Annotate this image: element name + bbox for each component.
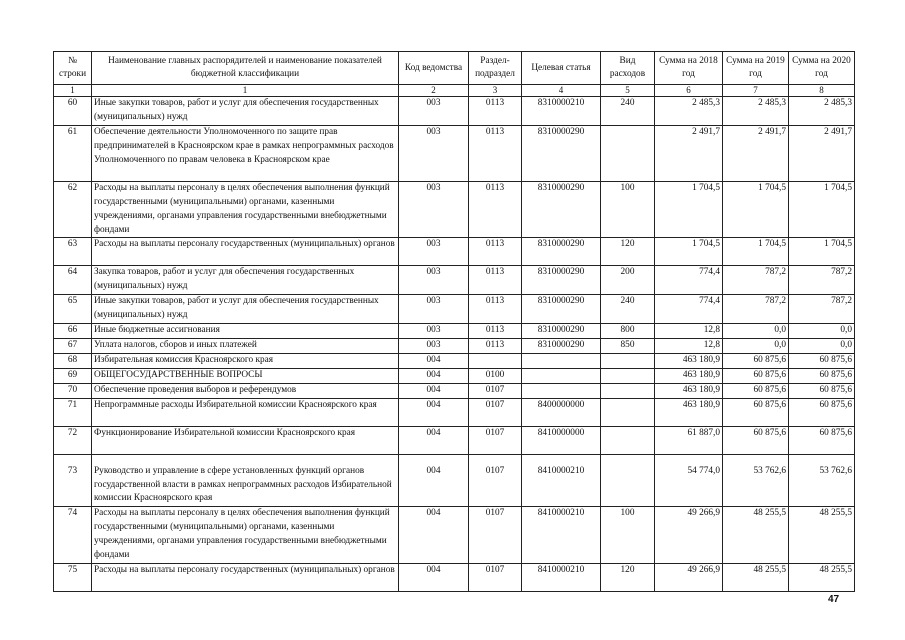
- row-number: 65: [54, 295, 92, 324]
- table-header-row: [54, 52, 855, 85]
- column-number: 8: [789, 85, 855, 97]
- table-row: [54, 97, 855, 126]
- row-name: Расходы на выплаты персоналу государственных (муниципальных) органов: [92, 563, 399, 591]
- row-department-code: 004: [399, 563, 469, 591]
- header-name: Наименование главных распорядителей и наименование показателей бюджетной классификации: [92, 52, 399, 85]
- row-name: Иные бюджетные ассигнования: [92, 324, 399, 339]
- row-expense-type: 120: [601, 563, 655, 591]
- row-name: Непрограммные расходы Избирательной комиссии Красноярского края: [92, 398, 399, 426]
- row-sum-2019: 60 875,6: [723, 398, 789, 426]
- budget-table: [53, 51, 855, 592]
- row-target-article: [522, 368, 601, 383]
- row-sum-2019: 787,2: [723, 295, 789, 324]
- row-number: 67: [54, 338, 92, 353]
- row-number: 68: [54, 353, 92, 368]
- row-department-code: 004: [399, 426, 469, 454]
- row-target-article: 8410000210: [522, 454, 601, 507]
- row-number: 66: [54, 324, 92, 339]
- table-body: [54, 97, 855, 592]
- row-sum-2019: 1 704,5: [723, 181, 789, 238]
- row-expense-type: 100: [601, 507, 655, 564]
- row-target-article: 8410000000: [522, 426, 601, 454]
- row-target-article: 8310000210: [522, 97, 601, 126]
- row-sum-2019: 0,0: [723, 324, 789, 339]
- row-section: 0107: [469, 454, 522, 507]
- row-sum-2019: 48 255,5: [723, 507, 789, 564]
- row-department-code: 004: [399, 507, 469, 564]
- row-sum-2018: 1 704,5: [655, 238, 723, 266]
- row-sum-2020: 53 762,6: [789, 454, 855, 507]
- table-row: [54, 454, 855, 507]
- row-target-article: [522, 383, 601, 398]
- row-sum-2018: 774,4: [655, 266, 723, 295]
- row-name: Уплата налогов, сборов и иных платежей: [92, 338, 399, 353]
- row-sum-2018: 2 491,7: [655, 125, 723, 181]
- row-sum-2020: 2 491,7: [789, 125, 855, 181]
- row-sum-2020: 0,0: [789, 324, 855, 339]
- table-row: [54, 338, 855, 353]
- row-section: 0113: [469, 97, 522, 126]
- row-sum-2018: 774,4: [655, 295, 723, 324]
- row-sum-2018: 463 180,9: [655, 368, 723, 383]
- row-sum-2019: 60 875,6: [723, 426, 789, 454]
- row-sum-2019: 60 875,6: [723, 383, 789, 398]
- row-expense-type: 120: [601, 238, 655, 266]
- row-number: 72: [54, 426, 92, 454]
- row-expense-type: 850: [601, 338, 655, 353]
- row-target-article: 8310000290: [522, 266, 601, 295]
- row-number: 61: [54, 125, 92, 181]
- row-sum-2018: 12,8: [655, 324, 723, 339]
- row-sum-2019: 48 255,5: [723, 563, 789, 591]
- row-department-code: 003: [399, 324, 469, 339]
- row-sum-2019: 0,0: [723, 338, 789, 353]
- row-target-article: 8410000210: [522, 507, 601, 564]
- row-department-code: 003: [399, 266, 469, 295]
- row-expense-type: [601, 353, 655, 368]
- row-sum-2018: 49 266,9: [655, 563, 723, 591]
- column-number: 4: [522, 85, 601, 97]
- row-number: 69: [54, 368, 92, 383]
- row-name: Обеспечение проведения выборов и референдумов: [92, 383, 399, 398]
- header-expense-type: Вид расходов: [601, 52, 655, 85]
- row-sum-2020: 2 485,3: [789, 97, 855, 126]
- table-row: [54, 295, 855, 324]
- row-expense-type: [601, 398, 655, 426]
- row-name: Обеспечение деятельности Уполномоченного по защите прав предпринимателей в Красноярском крае в рамках непрограммных расходов Уполномоченного по правам человека в Красноярском крае: [92, 125, 399, 181]
- row-sum-2018: 49 266,9: [655, 507, 723, 564]
- row-sum-2020: 787,2: [789, 295, 855, 324]
- table-row: [54, 383, 855, 398]
- row-name: Расходы на выплаты персоналу государственных (муниципальных) органов: [92, 238, 399, 266]
- row-target-article: 8310000290: [522, 181, 601, 238]
- row-name: Функционирование Избирательной комиссии Красноярского края: [92, 426, 399, 454]
- row-sum-2019: 53 762,6: [723, 454, 789, 507]
- row-section: 0113: [469, 338, 522, 353]
- row-number: 60: [54, 97, 92, 126]
- row-number: 73: [54, 454, 92, 507]
- row-name: Иные закупки товаров, работ и услуг для обеспечения государственных (муниципальных) нужд: [92, 97, 399, 126]
- row-sum-2019: 60 875,6: [723, 353, 789, 368]
- row-target-article: 8310000290: [522, 125, 601, 181]
- row-sum-2020: 60 875,6: [789, 426, 855, 454]
- row-name: Расходы на выплаты персоналу в целях обеспечения выполнения функций государственными (муниципальными) органами, казенными учреждениями, органами управления государственными внебюджетными фондами: [92, 181, 399, 238]
- row-number: 75: [54, 563, 92, 591]
- row-number: 70: [54, 383, 92, 398]
- row-sum-2019: 60 875,6: [723, 368, 789, 383]
- column-number: 1: [92, 85, 399, 97]
- row-department-code: 004: [399, 383, 469, 398]
- header-sum-2019: Сумма на 2019 год: [723, 52, 789, 85]
- row-sum-2020: 48 255,5: [789, 507, 855, 564]
- row-target-article: 8310000290: [522, 324, 601, 339]
- table-row: [54, 238, 855, 266]
- column-number-row: [54, 85, 855, 97]
- row-department-code: 003: [399, 125, 469, 181]
- row-section: 0113: [469, 125, 522, 181]
- row-department-code: 004: [399, 454, 469, 507]
- row-sum-2020: 60 875,6: [789, 383, 855, 398]
- table-row: [54, 426, 855, 454]
- header-sum-2018: Сумма на 2018 год: [655, 52, 723, 85]
- table-row: [54, 353, 855, 368]
- row-name: Закупка товаров, работ и услуг для обеспечения государственных (муниципальных) нужд: [92, 266, 399, 295]
- row-target-article: 8310000290: [522, 295, 601, 324]
- table-row: [54, 125, 855, 181]
- row-department-code: 003: [399, 295, 469, 324]
- column-number: 3: [469, 85, 522, 97]
- row-sum-2020: 60 875,6: [789, 353, 855, 368]
- row-number: 74: [54, 507, 92, 564]
- row-sum-2019: 2 485,3: [723, 97, 789, 126]
- header-row-number: № строки: [54, 52, 92, 85]
- row-number: 71: [54, 398, 92, 426]
- row-sum-2020: 787,2: [789, 266, 855, 295]
- row-sum-2018: 463 180,9: [655, 383, 723, 398]
- row-section: 0113: [469, 238, 522, 266]
- row-expense-type: [601, 368, 655, 383]
- row-name: ОБЩЕГОСУДАРСТВЕННЫЕ ВОПРОСЫ: [92, 368, 399, 383]
- row-sum-2020: 0,0: [789, 338, 855, 353]
- row-section: 0107: [469, 398, 522, 426]
- row-target-article: 8400000000: [522, 398, 601, 426]
- row-expense-type: 100: [601, 181, 655, 238]
- row-sum-2020: 60 875,6: [789, 398, 855, 426]
- header-section: Раздел-подраздел: [469, 52, 522, 85]
- row-department-code: 004: [399, 398, 469, 426]
- row-department-code: 003: [399, 238, 469, 266]
- row-target-article: 8310000290: [522, 338, 601, 353]
- row-sum-2020: 48 255,5: [789, 563, 855, 591]
- table-row: [54, 181, 855, 238]
- row-sum-2020: 60 875,6: [789, 368, 855, 383]
- row-expense-type: 200: [601, 266, 655, 295]
- table-row: [54, 368, 855, 383]
- row-expense-type: 800: [601, 324, 655, 339]
- table-row: [54, 563, 855, 591]
- row-target-article: [522, 353, 601, 368]
- row-section: [469, 353, 522, 368]
- row-department-code: 004: [399, 368, 469, 383]
- row-expense-type: [601, 125, 655, 181]
- row-department-code: 003: [399, 97, 469, 126]
- row-name: Расходы на выплаты персоналу в целях обеспечения выполнения функций государственными (муниципальными) органами, казенными учреждениями, органами управления государственными внебюджетными фондами: [92, 507, 399, 564]
- row-section: 0113: [469, 266, 522, 295]
- column-number: 1: [54, 85, 92, 97]
- row-name: Избирательная комиссия Красноярского края: [92, 353, 399, 368]
- row-section: 0107: [469, 426, 522, 454]
- column-number: 5: [601, 85, 655, 97]
- table-row: [54, 507, 855, 564]
- row-department-code: 004: [399, 353, 469, 368]
- row-name: Руководство и управление в сфере установленных функций органов государственной власти в рамках непрограммных расходов Избирательной комиссии Красноярского края: [92, 454, 399, 507]
- row-name: Иные закупки товаров, работ и услуг для обеспечения государственных (муниципальных) нужд: [92, 295, 399, 324]
- page-number: 47: [828, 594, 840, 605]
- row-section: 0107: [469, 507, 522, 564]
- row-sum-2019: 1 704,5: [723, 238, 789, 266]
- header-department-code: Код ведомства: [399, 52, 469, 85]
- row-number: 62: [54, 181, 92, 238]
- row-sum-2018: 54 774,0: [655, 454, 723, 507]
- row-sum-2020: 1 704,5: [789, 181, 855, 238]
- row-expense-type: [601, 383, 655, 398]
- row-section: 0107: [469, 563, 522, 591]
- header-sum-2020: Сумма на 2020 год: [789, 52, 855, 85]
- row-section: 0113: [469, 295, 522, 324]
- row-section: 0107: [469, 383, 522, 398]
- row-section: 0113: [469, 181, 522, 238]
- row-target-article: 8410000210: [522, 563, 601, 591]
- row-sum-2019: 787,2: [723, 266, 789, 295]
- table-row: [54, 398, 855, 426]
- row-sum-2018: 2 485,3: [655, 97, 723, 126]
- row-number: 63: [54, 238, 92, 266]
- row-expense-type: [601, 454, 655, 507]
- row-expense-type: [601, 426, 655, 454]
- row-department-code: 003: [399, 181, 469, 238]
- row-section: 0113: [469, 324, 522, 339]
- row-sum-2019: 2 491,7: [723, 125, 789, 181]
- row-expense-type: 240: [601, 97, 655, 126]
- row-sum-2018: 61 887,0: [655, 426, 723, 454]
- row-sum-2020: 1 704,5: [789, 238, 855, 266]
- table-row: [54, 324, 855, 339]
- row-sum-2018: 463 180,9: [655, 353, 723, 368]
- row-number: 64: [54, 266, 92, 295]
- header-target-article: Целевая статья: [522, 52, 601, 85]
- table-row: [54, 266, 855, 295]
- row-target-article: 8310000290: [522, 238, 601, 266]
- row-section: 0100: [469, 368, 522, 383]
- row-expense-type: 240: [601, 295, 655, 324]
- column-number: 7: [723, 85, 789, 97]
- column-number: 6: [655, 85, 723, 97]
- row-department-code: 003: [399, 338, 469, 353]
- row-sum-2018: 1 704,5: [655, 181, 723, 238]
- column-number: 2: [399, 85, 469, 97]
- row-sum-2018: 12,8: [655, 338, 723, 353]
- row-sum-2018: 463 180,9: [655, 398, 723, 426]
